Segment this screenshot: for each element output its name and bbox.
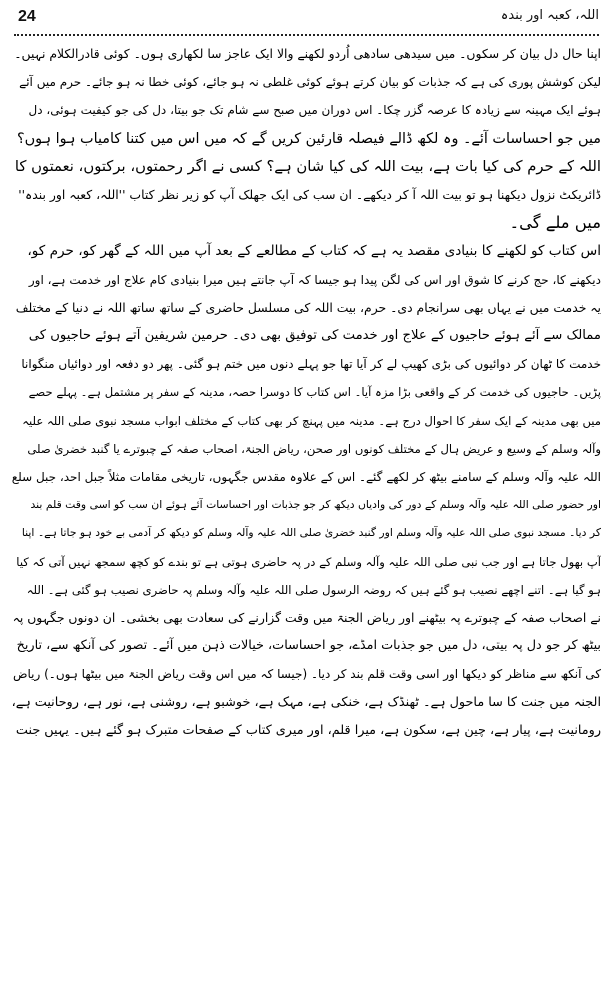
text-line: آپ بھول جاتا ہے اور جب نبی صلی اللہ علیہ وآلہ وسلم کے در پہ حاضری ہوتی ہے تو بندے کو کچھ سمجھ نہیں آتی کہ کیا [16, 554, 601, 569]
text-line: اللہ علیہ وآلہ وسلم کے سامنے بیٹھ کر لکھے گئے۔ اس کے علاوہ مقدس جگہوں، تاریخی مقامات مثلاً جبل احد، جبل سلع [12, 470, 601, 485]
text-line: وآلہ وسلم کے وسیع و عریض ہال کے مختلف کونوں اور صحن، ریاض الجنۃ، اصحاب صفہ کے چبوترے یا گنبد خضریٰ صلی [27, 441, 601, 456]
text-line: دیکھنے کا، حج کرنے کا شوق اور اس کی لگن پیدا ہو جیسا کہ آپ جانتے ہیں میرا بنیادی کام علاج اور خدمت ہے، اور [28, 272, 601, 287]
header-dotted-rule [14, 34, 599, 36]
text-line: اپنا حال دل بیان کر سکوں۔ میں سیدھی سادھی اُردو لکھنے والا ایک عاجز سا لکھاری ہوں۔ کوئی قادرالکلام نہیں۔ [14, 46, 601, 61]
running-title: اللہ، کعبہ اور بندہ [500, 8, 599, 23]
text-line: ممالک سے آئے ہوئے حاجیوں کے علاج اور خدمت کی توفیق بھی دی۔ حرمین شریفین آتے ہوئے حاجیوں کی [28, 328, 601, 344]
body-text [12, 40, 601, 977]
text-line: یہ خدمت میں نے یہاں بھی سرانجام دی۔ حرم، بیت اللہ کی مسلسل حاضری کے ساتھ ساتھ اللہ نے دنیا کے مختلف [15, 299, 601, 315]
page-header [14, 8, 599, 30]
text-line: بیٹھ کر جو دل پہ بیتی، دل میں جو جذبات امڈے، جو احساسات، خیالات ذہن میں آئے۔ تصور کی آنکھ سے، تاریخ [16, 638, 601, 654]
text-line: ہوئے ایک مہینہ سے زیادہ کا عرصہ گزر چکا۔ اس دوران میں صبح سے شام تک جو بیتا، دل کی جو کیفیت ہوئی، دل [28, 103, 601, 118]
text-line: کی آنکھ سے مناظر کو دیکھا اور اسی وقت قلم بند کر دیا۔ (جیسا کہ میں اس وقت ریاض الجنۃ میں بیٹھا ہوں۔) ریاض [13, 667, 601, 682]
page-number: 24 [18, 8, 36, 25]
text-line: نے اصحاب صفہ کے چبوترے پہ بیٹھنے اور ریاض الجنۃ میں وقت گزارنے کی سعادت بھی بخشی۔ ان دونوں جگہوں پہ [12, 610, 601, 626]
paragraph-1 [12, 40, 601, 153]
text-line: اس کتاب کو لکھنے کا بنیادی مقصد یہ ہے کہ کتاب کے مطالعے کے بعد آپ میں اللہ کے گھر کو، حرم کو، [27, 243, 601, 260]
text-line: اللہ کے حرم کی کیا بات ہے، بیت اللہ کی کیا شان ہے؟ کسی نے اگر رحمتوں، برکتوں، نعمتوں کا [14, 157, 601, 175]
text-line: لیکن کوشش پوری کی ہے کہ جذبات کو بیان کرتے ہوئے کوئی غلطی نہ ہو جائے، کوئی خطا نہ ہو جائے۔ حرم میں آئے [19, 75, 601, 90]
text-line: کر دیا۔ مسجد نبوی صلی اللہ علیہ وآلہ وسلم اور گنبد خضریٰ صلی اللہ علیہ وآلہ وسلم کو دیکھ کر آدمی بے خود ہو جاتا ہے۔ اپنا [21, 526, 601, 540]
text-line: پڑیں۔ حاجیوں کی خدمت کر کے واقعی بڑا مزہ آیا۔ اس کتاب کا دوسرا حصہ، مدینہ کے سفر پر مشتمل ہے۔ پہلے حصے [28, 385, 601, 400]
text-line: میں بھی مدینہ کے ایک سفر کا احوال درج ہے۔ مدینہ میں پہنچ کر بھی کتاب کے مختلف ابواب مسجد نبوی صلی اللہ علیہ [22, 413, 601, 428]
text-line: ہو گیا ہے۔ اتنے اچھے نصیب ہو گئے ہیں کہ روضہ الرسول صلی اللہ علیہ وآلہ وسلم پہ حاضری نصیب ہو گئی ہے۔ اللہ [26, 582, 601, 597]
text-line: رومانیت ہے، پیار ہے، چین ہے، سکون ہے، میرا قلم، اور میری کتاب کے صفحات متبرک ہو گئے ہیں۔ یہیں جنت [15, 722, 601, 738]
text-line: ڈائریکٹ نزول دیکھنا ہو تو بیت اللہ آ کر دیکھے۔ ان سب کی ایک جھلک آپ کو زیر نظر کتاب ''اللہ، کعبہ اور بندہ'' [18, 187, 601, 203]
text-line: الجنہ میں جنت کا سا ماحول ہے۔ ٹھنڈک ہے، خنکی ہے، مہک ہے، خوشبو ہے، روشنی ہے، نور ہے، روحانیت ہے، [12, 694, 601, 710]
paragraph-2 [12, 153, 601, 238]
paragraph-3 [12, 237, 601, 745]
text-line: اور حضور صلی اللہ علیہ وآلہ وسلم کے دور کی وادیاں دیکھ کر جو جذبات اور احساسات آئے ہوئے ان سب کو اسی وقت قلم بند [30, 498, 601, 512]
text-line: خدمت کا ٹھان کر دوائیوں کی بڑی کھیپ لے کر آیا تھا جو پہلے دنوں میں ختم ہو گئی۔ پھر دو دفعہ اور دوائیاں منگوانا [21, 357, 601, 372]
text-line: میں جو احساسات آئے۔ وہ لکھ ڈالے فیصلہ قارئین کریں گے کہ میں اس میں کتنا کامیاب ہوا ہوں؟ [16, 130, 601, 147]
text-line: میں ملے گی۔ [509, 213, 601, 233]
